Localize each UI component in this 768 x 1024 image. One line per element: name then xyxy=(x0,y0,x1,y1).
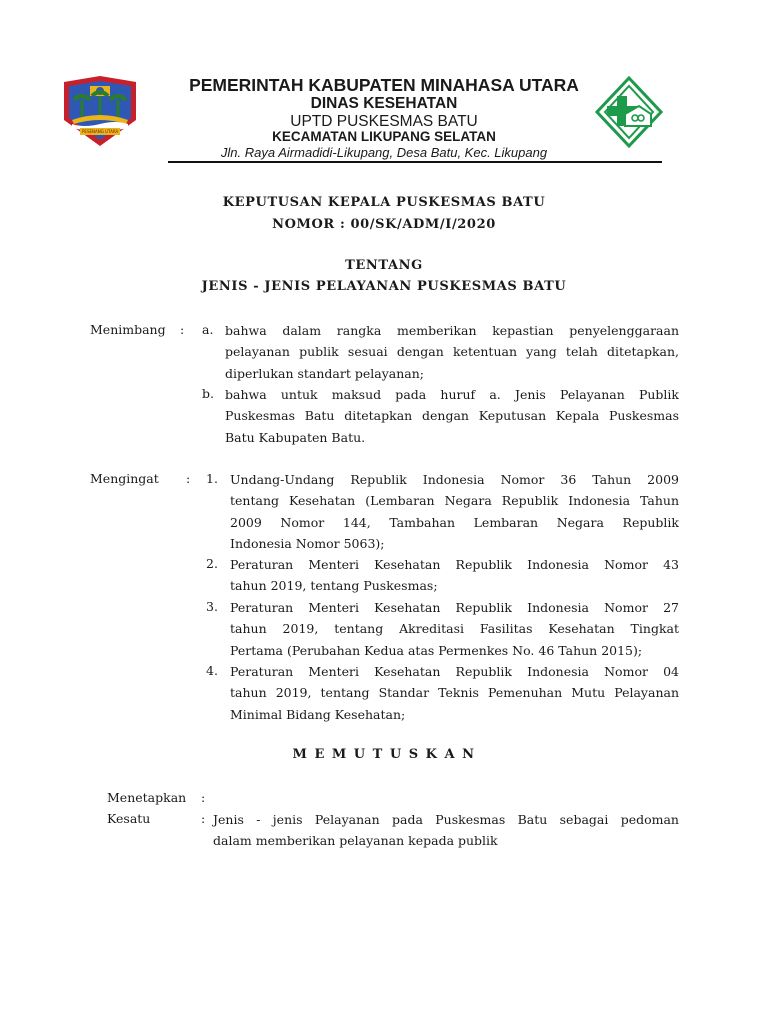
menetapkan-label: Menetapkan xyxy=(107,790,187,805)
menetapkan-colon: : xyxy=(201,790,206,805)
mengingat-colon: : xyxy=(186,471,191,486)
mengingat-item-3-line: tahun 2019, tentang Akreditasi Fasilitas Kesehatan Tingkat xyxy=(230,621,679,637)
mengingat-item-4-line: Minimal Bidang Kesehatan; xyxy=(230,706,406,722)
menimbang-item-b-line: bahwa untuk maksud pada huruf a. Jenis Pelayanan Publik xyxy=(225,387,679,402)
letterhead-divider xyxy=(168,161,662,163)
menimbang-item-b-line: Puskesmas Batu ditetapkan dengan Keputusan Kepala Puskesmas xyxy=(225,408,679,424)
decree-number: NOMOR : 00/SK/ADM/I/2020 xyxy=(272,217,496,232)
menimbang-label: Menimbang xyxy=(90,322,166,337)
menimbang-colon: : xyxy=(180,322,185,337)
kesatu-line: Jenis - jenis Pelayanan pada Puskesmas Batu sebagai pedoman xyxy=(213,812,679,827)
menimbang-marker-b: b. xyxy=(202,386,214,401)
regency-emblem-logo xyxy=(60,74,140,150)
mengingat-item-4-line: tahun 2019, tentang Standar Teknis Pemenuhan Mutu Pelayanan xyxy=(230,685,679,701)
letterhead-line3: UPTD PUSKESMAS BATU xyxy=(290,113,478,130)
mengingat-item-1-line: Undang-Undang Republik Indonesia Nomor 36 Tahun 2009 xyxy=(230,472,679,487)
mengingat-item-2 xyxy=(230,554,679,597)
mengingat-item-3-line: Peraturan Menteri Kesehatan Republik Indonesia Nomor 27 xyxy=(230,600,679,615)
decree-subject: JENIS - JENIS PELAYANAN PUSKESMAS BATU xyxy=(201,279,567,294)
mengingat-item-1-line: 2009 Nomor 144, Tambahan Lembaran Negara Republik xyxy=(230,514,679,530)
menimbang-item-a-line: pelayanan publik sesuai dengan ketentuan yang telah ditetapkan, xyxy=(225,344,679,360)
mengingat-marker-3: 3. xyxy=(206,599,218,614)
mengingat-marker-4: 4. xyxy=(206,663,218,678)
kesatu-text xyxy=(213,809,679,852)
emblem-banner-text: PESENANG UTARA xyxy=(82,129,118,134)
kesatu-line: dalam memberikan pelayanan kepada publik xyxy=(213,833,498,849)
mengingat-item-2-line: Peraturan Menteri Kesehatan Republik Indonesia Nomor 43 xyxy=(230,557,679,572)
mengingat-label: Mengingat xyxy=(90,471,159,486)
menimbang-item-b xyxy=(225,384,679,448)
kesatu-label: Kesatu xyxy=(107,811,151,826)
letterhead-line4: KECAMATAN LIKUPANG SELATAN xyxy=(272,129,496,144)
mengingat-item-3-line: Pertama (Perubahan Kedua atas Permenkes No. 46 Tahun 2015); xyxy=(230,642,643,658)
puskesmas-logo xyxy=(595,76,663,148)
letterhead-address: Jln. Raya Airmadidi-Likupang, Desa Batu, Kec. Likupang xyxy=(220,145,548,160)
menimbang-item-a xyxy=(225,320,679,384)
menimbang-item-a-line: diperlukan standart pelayanan; xyxy=(225,365,424,381)
letterhead-line2: DINAS KESEHATAN xyxy=(310,95,458,112)
decree-about-label: TENTANG xyxy=(345,258,423,273)
mengingat-item-4 xyxy=(230,661,679,725)
menimbang-item-a-line: bahwa dalam rangka memberikan kepastian penyelenggaraan xyxy=(225,323,679,338)
mengingat-marker-2: 2. xyxy=(206,556,218,571)
mengingat-item-1-line: Indonesia Nomor 5063); xyxy=(230,535,385,551)
mengingat-item-2-line: tahun 2019, tentang Puskesmas; xyxy=(230,578,438,594)
mengingat-item-3 xyxy=(230,597,679,661)
kesatu-colon: : xyxy=(201,811,206,826)
letterhead-line1: PEMERINTAH KABUPATEN MINAHASA UTARA xyxy=(189,75,579,95)
menimbang-marker-a: a. xyxy=(202,322,214,337)
memutuskan-heading: M E M U T U S K A N xyxy=(292,747,476,762)
decree-title: KEPUTUSAN KEPALA PUSKESMAS BATU xyxy=(222,195,546,210)
menimbang-item-b-line: Batu Kabupaten Batu. xyxy=(225,429,366,445)
mengingat-item-1-line: tentang Kesehatan (Lembaran Negara Republik Indonesia Tahun xyxy=(230,493,679,509)
mengingat-item-4-line: Peraturan Menteri Kesehatan Republik Indonesia Nomor 04 xyxy=(230,664,679,679)
mengingat-marker-1: 1. xyxy=(206,471,218,486)
mengingat-item-1 xyxy=(230,469,679,554)
